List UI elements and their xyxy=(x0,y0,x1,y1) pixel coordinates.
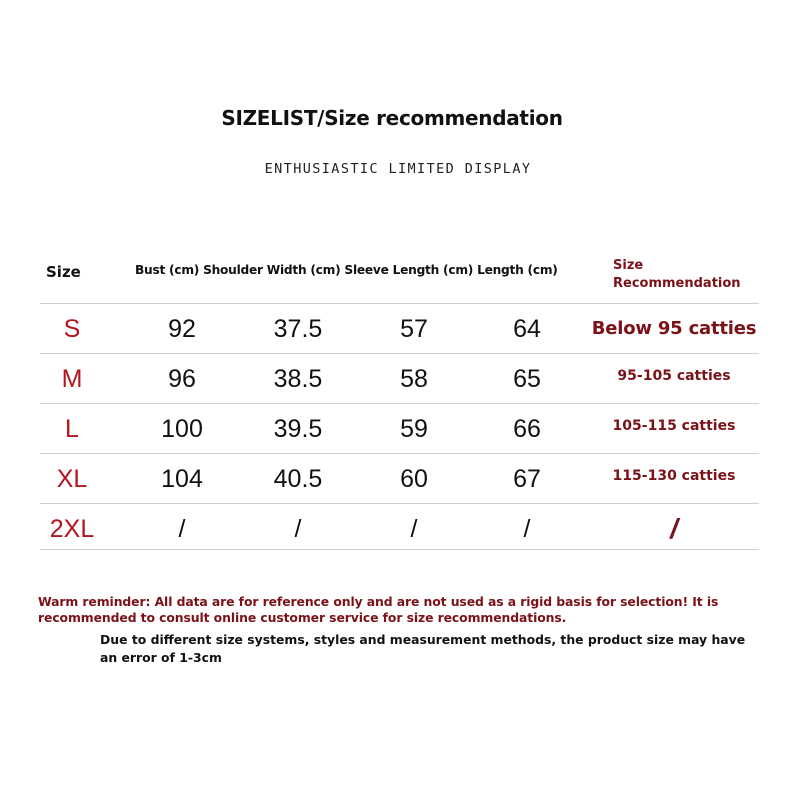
cell-size: XL xyxy=(56,465,88,493)
cell-sleeve: 60 xyxy=(400,465,428,493)
header-recommendation xyxy=(613,257,741,293)
cell-length: / xyxy=(523,515,531,543)
cell-bust: 92 xyxy=(168,315,196,343)
cell-size: L xyxy=(65,415,79,443)
cell-bust: 96 xyxy=(168,365,196,393)
cell-sleeve: 58 xyxy=(400,365,428,393)
table-row xyxy=(0,404,800,454)
cell-bust: / xyxy=(178,515,186,543)
header-size: Size xyxy=(46,263,81,281)
header-measurements: Bust (cm) Shoulder Width (cm) Sleeve Length (cm) Length (cm) xyxy=(135,263,558,277)
cell-length: 67 xyxy=(513,465,541,493)
cell-bust: 100 xyxy=(161,415,203,443)
cell-shoulder: 39.5 xyxy=(273,415,323,443)
cell-length: 64 xyxy=(513,315,541,343)
cell-length: 65 xyxy=(513,365,541,393)
header-recommendation-line2: Recommendation xyxy=(613,276,741,291)
cell-sleeve: 59 xyxy=(400,415,428,443)
cell-sleeve: / xyxy=(410,515,418,543)
warm-reminder: Warm reminder: All data are for reference only and are not used as a rigid basis for selection! It is recommended to consult online customer service for size recommendations. xyxy=(38,594,719,625)
cell-shoulder: 40.5 xyxy=(273,465,323,493)
size-error-note: Due to different size systems, styles and measurement methods, the product size may have an error of 1-3cm xyxy=(100,632,746,665)
table-row xyxy=(0,304,800,354)
cell-recommendation: Below 95 catties xyxy=(591,318,757,339)
cell-size: S xyxy=(63,315,81,343)
cell-recommendation: 115-130 catties xyxy=(612,468,736,484)
cell-shoulder: 38.5 xyxy=(273,365,323,393)
cell-shoulder: 37.5 xyxy=(273,315,323,343)
cell-recommendation: 105-115 catties xyxy=(612,418,736,434)
header-recommendation-line1: Size xyxy=(613,258,644,273)
cell-bust: 104 xyxy=(161,465,203,493)
table-row xyxy=(0,354,800,404)
table-rule xyxy=(40,549,759,550)
page-title: SIZELIST/Size recommendation xyxy=(221,106,563,130)
cell-length: 66 xyxy=(513,415,541,443)
cell-size: 2XL xyxy=(49,515,95,543)
cell-size: M xyxy=(61,365,83,393)
cell-recommendation: 95-105 catties xyxy=(617,368,731,384)
table-row xyxy=(0,504,800,554)
cell-recommendation: / xyxy=(670,513,678,544)
cell-shoulder: / xyxy=(294,515,302,543)
cell-sleeve: 57 xyxy=(400,315,428,343)
page-subtitle: ENTHUSIASTIC LIMITED DISPLAY xyxy=(264,161,532,177)
table-row xyxy=(0,454,800,504)
